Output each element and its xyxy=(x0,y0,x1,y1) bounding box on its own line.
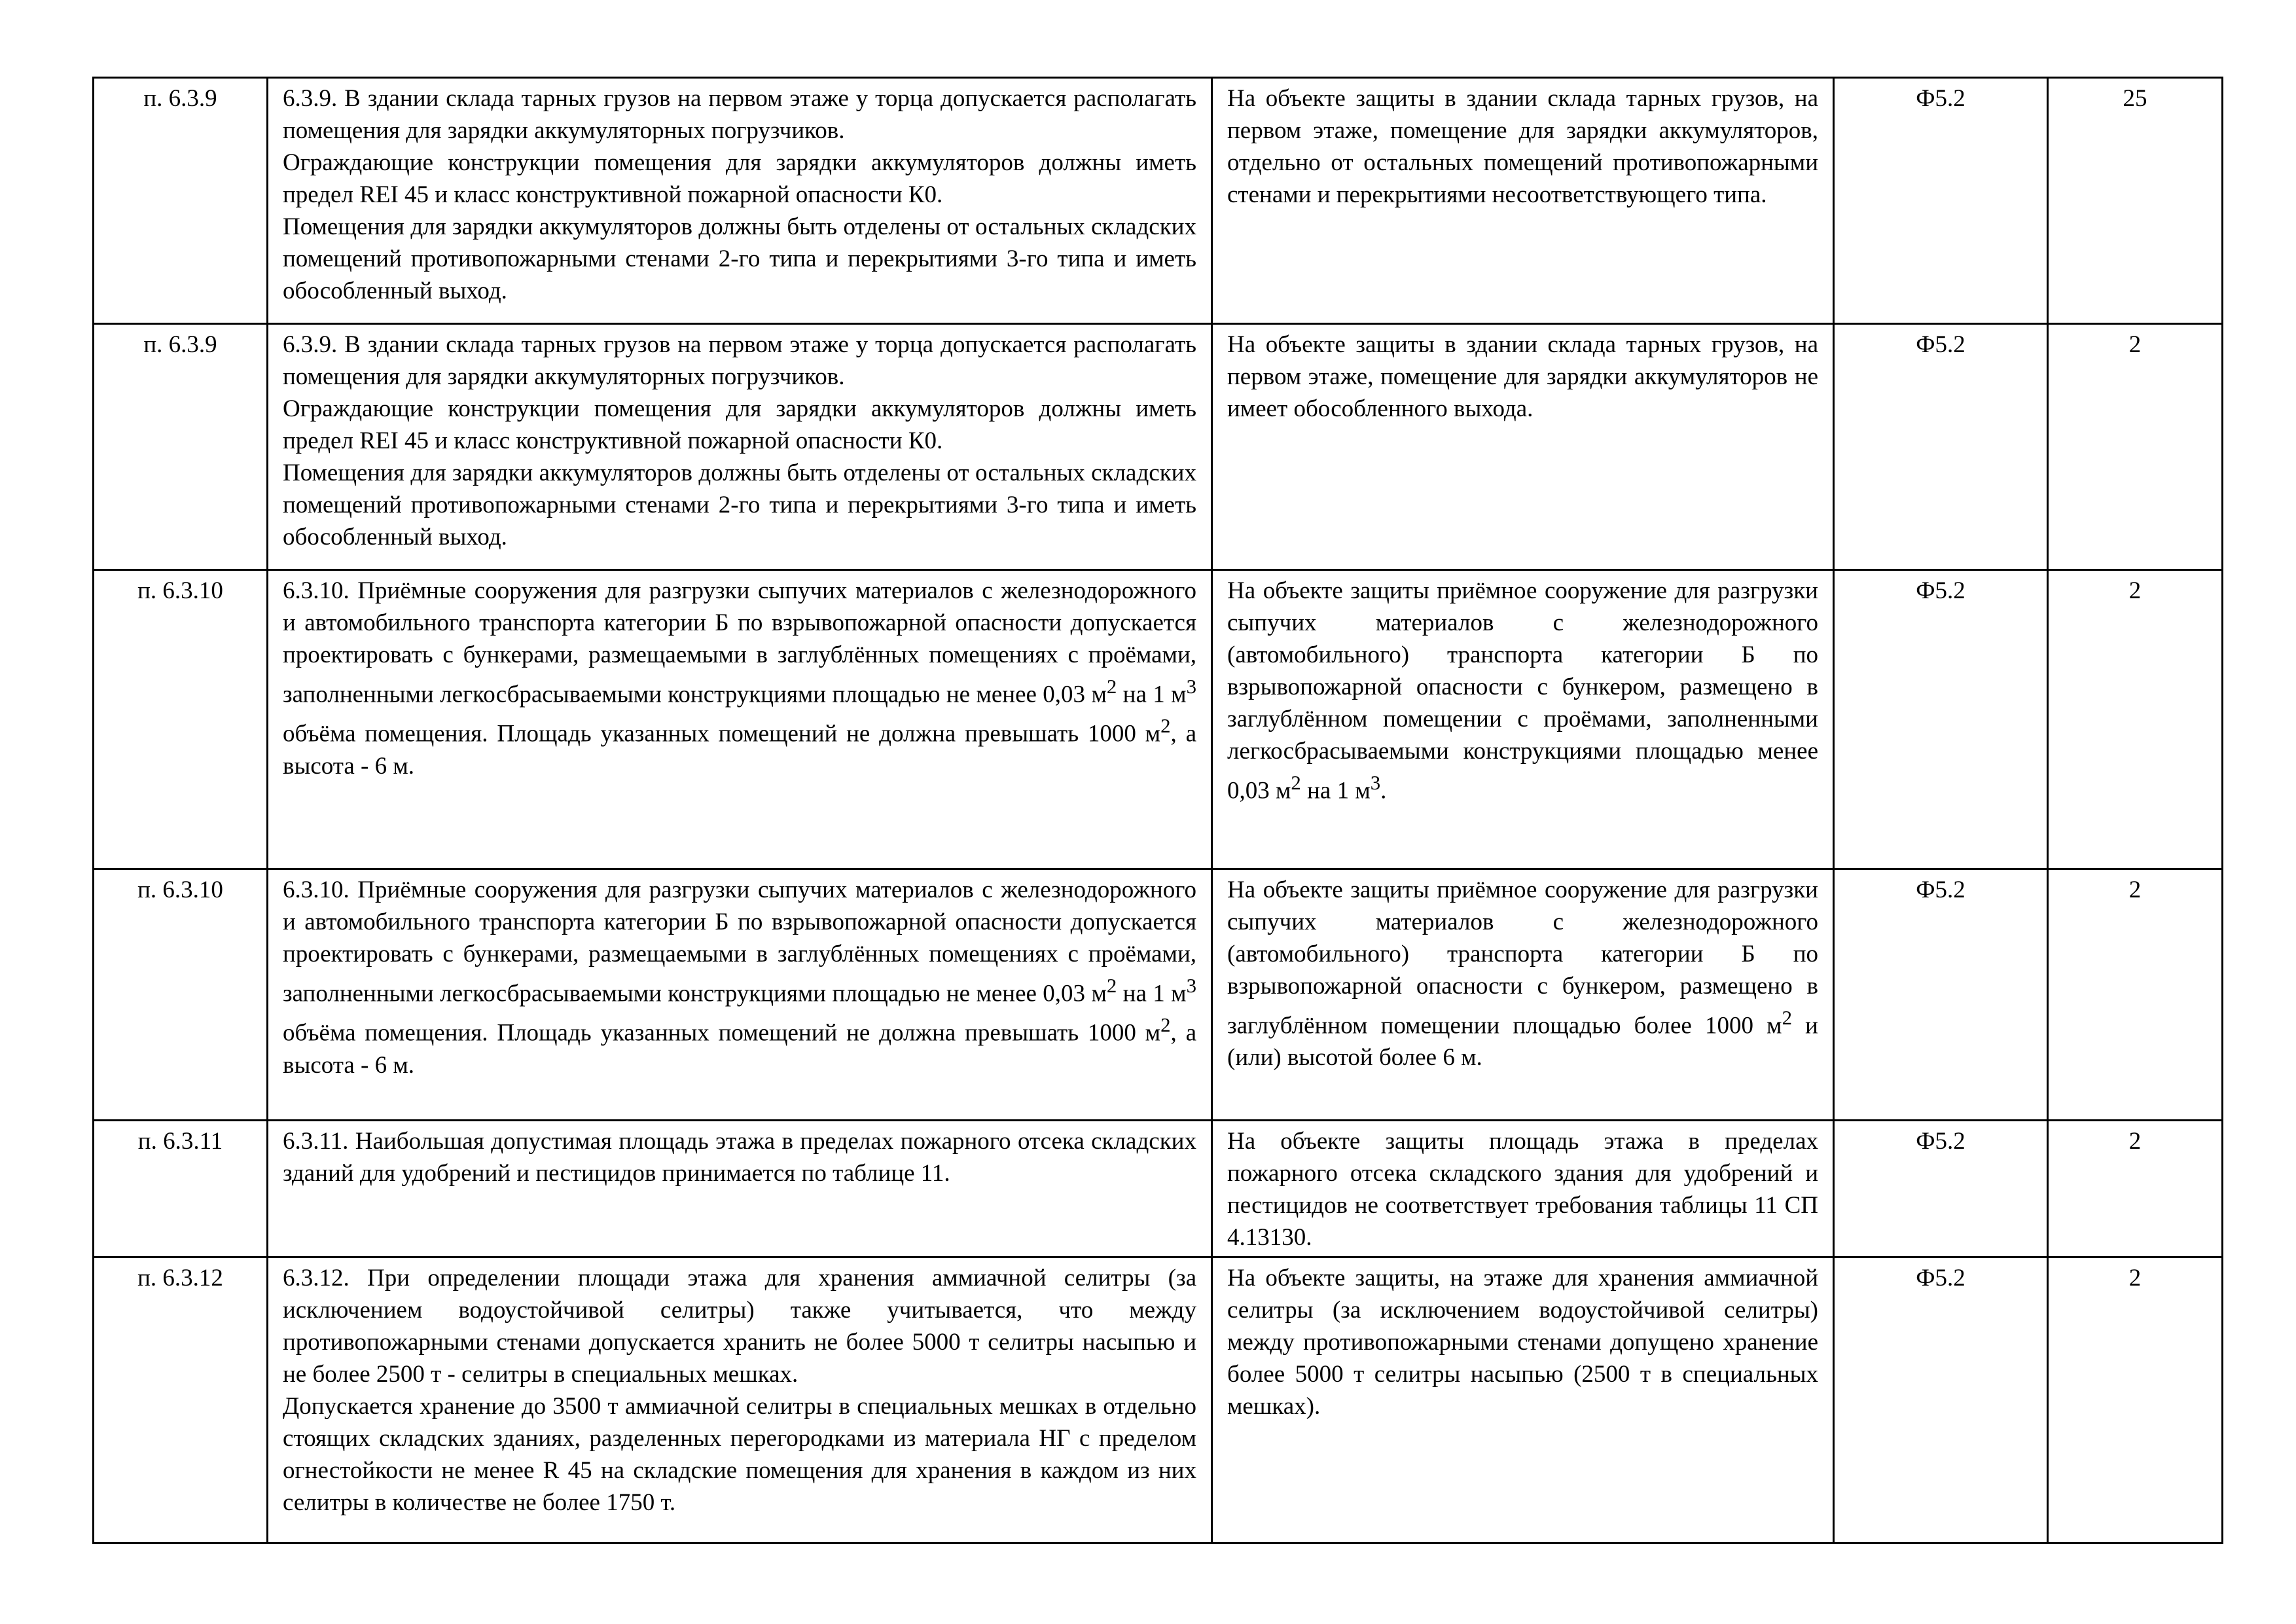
score-value: 25 xyxy=(2048,78,2223,324)
requirement-paragraph: Допускается хранение до 3500 т аммиачной селитры в специальных мешках в отдельно стоящих складских зданиях, разделенных перегородками из материала НГ с пределом огнестойкости не менее R 45 на складские помещения для хранения в каждом из них селитры в количестве не более 1750 т. xyxy=(283,1393,1196,1516)
requirement-paragraph: 6.3.9. В здании склада тарных грузов на первом этаже у торца допускается располагать помещения для зарядки аккумуляторных погрузчиков. xyxy=(283,331,1196,390)
functional-class: Ф5.2 xyxy=(1834,1121,2048,1257)
table-row xyxy=(94,570,2223,869)
violation-text: На объекте защиты приёмное сооружение для разгрузки сыпучих материалов с железнодорожного (автомобильного) транспорта категории Б по взрывопожарной опасности с бункером, размещено в заглублённом помещении с проёмами, заполненными легкосбрасываемыми конструкциями площадью менее 0,03 $м^2$ на 1 $м^3$. xyxy=(1212,570,1834,869)
clause-ref: п. 6.3.9 xyxy=(94,324,268,570)
table-row xyxy=(94,869,2223,1121)
violation-text: На объекте защиты площадь этажа в пределах пожарного отсека складского здания для удобрений и пестицидов не соответствует требования таблицы 11 СП 4.13130. xyxy=(1212,1121,1834,1257)
requirement-paragraph: 6.3.9. В здании склада тарных грузов на первом этаже у торца допускается располагать помещения для зарядки аккумуляторных погрузчиков. xyxy=(283,85,1196,144)
functional-class: Ф5.2 xyxy=(1834,570,2048,869)
clause-ref: п. 6.3.12 xyxy=(94,1257,268,1543)
clause-ref: п. 6.3.11 xyxy=(94,1121,268,1257)
functional-class: Ф5.2 xyxy=(1834,869,2048,1121)
clause-ref: п. 6.3.10 xyxy=(94,570,268,869)
requirement-text: 6.3.11. Наибольшая допустимая площадь этажа в пределах пожарного отсека складских зданий для удобрений и пестицидов принимается по таблице 11. xyxy=(268,1121,1212,1257)
functional-class: Ф5.2 xyxy=(1834,78,2048,324)
requirement-text xyxy=(268,324,1212,570)
score-value: 2 xyxy=(2048,1121,2223,1257)
requirement-text: 6.3.10. Приёмные сооружения для разгрузки сыпучих материалов с железнодорожного и автомобильного транспорта категории Б по взрывопожарной опасности допускается проектировать с бункерами, размещаемыми в заглублённых помещениях с проёмами, заполненными легкосбрасываемыми конструкциями площадью не менее 0,03 $м^2$ на 1 $м^3$ объёма помещения. Площадь указанных помещений не должна превышать 1000 $м^2$, а высота - 6 м. xyxy=(268,570,1212,869)
score-value: 2 xyxy=(2048,324,2223,570)
violation-text: На объекте защиты приёмное сооружение для разгрузки сыпучих материалов с железнодорожного (автомобильного) транспорта категории Б по взрывопожарной опасности с бункером, размещено в заглублённом помещении площадью более 1000 $м^2$ и (или) высотой более 6 м. xyxy=(1212,869,1834,1121)
requirements-table xyxy=(92,77,2223,1544)
requirement-text xyxy=(268,1257,1212,1543)
requirement-paragraph: Помещения для зарядки аккумуляторов должны быть отделены от остальных складских помещений противопожарными стенами 2-го типа и перекрытиями 3-го типа и иметь обособленный выход. xyxy=(283,213,1196,304)
requirement-paragraph: Ограждающие конструкции помещения для зарядки аккумуляторов должны иметь предел REI 45 и класс конструктивной пожарной опасности К0. xyxy=(283,395,1196,454)
functional-class: Ф5.2 xyxy=(1834,1257,2048,1543)
requirement-text: 6.3.10. Приёмные сооружения для разгрузки сыпучих материалов с железнодорожного и автомобильного транспорта категории Б по взрывопожарной опасности допускается проектировать с бункерами, размещаемыми в заглублённых помещениях с проёмами, заполненными легкосбрасываемыми конструкциями площадью не менее 0,03 $м^2$ на 1 $м^3$ объёма помещения. Площадь указанных помещений не должна превышать 1000 $м^2$, а высота - 6 м. xyxy=(268,869,1212,1121)
clause-ref: п. 6.3.10 xyxy=(94,869,268,1121)
table-row xyxy=(94,1257,2223,1543)
functional-class: Ф5.2 xyxy=(1834,324,2048,570)
requirement-paragraph: Ограждающие конструкции помещения для зарядки аккумуляторов должны иметь предел REI 45 и класс конструктивной пожарной опасности К0. xyxy=(283,149,1196,208)
score-value: 2 xyxy=(2048,1257,2223,1543)
clause-ref: п. 6.3.9 xyxy=(94,78,268,324)
violation-text: На объекте защиты, на этаже для хранения аммиачной селитры (за исключением водоустойчивой селитры) между противопожарными стенами допущено хранение более 5000 т селитры насыпью (2500 т в специальных мешках). xyxy=(1212,1257,1834,1543)
table-row xyxy=(94,1121,2223,1257)
score-value: 2 xyxy=(2048,570,2223,869)
violation-text: На объекте защиты в здании склада тарных грузов, на первом этаже, помещение для зарядки аккумуляторов не имеет обособленного выхода. xyxy=(1212,324,1834,570)
table-row xyxy=(94,324,2223,570)
requirement-text xyxy=(268,78,1212,324)
score-value: 2 xyxy=(2048,869,2223,1121)
violation-text: На объекте защиты в здании склада тарных грузов, на первом этаже, помещение для зарядки аккумуляторов, отдельно от остальных помещений противопожарными стенами и перекрытиями несоответствующего типа. xyxy=(1212,78,1834,324)
requirement-paragraph: Помещения для зарядки аккумуляторов должны быть отделены от остальных складских помещений противопожарными стенами 2-го типа и перекрытиями 3-го типа и иметь обособленный выход. xyxy=(283,460,1196,550)
table-row xyxy=(94,78,2223,324)
requirement-paragraph: 6.3.12. При определении площади этажа для хранения аммиачной селитры (за исключением водоустойчивой селитры) также учитывается, что между противопожарными стенами допускается хранить не более 5000 т селитры насыпью и не более 2500 т - селитры в специальных мешках. xyxy=(283,1265,1196,1388)
